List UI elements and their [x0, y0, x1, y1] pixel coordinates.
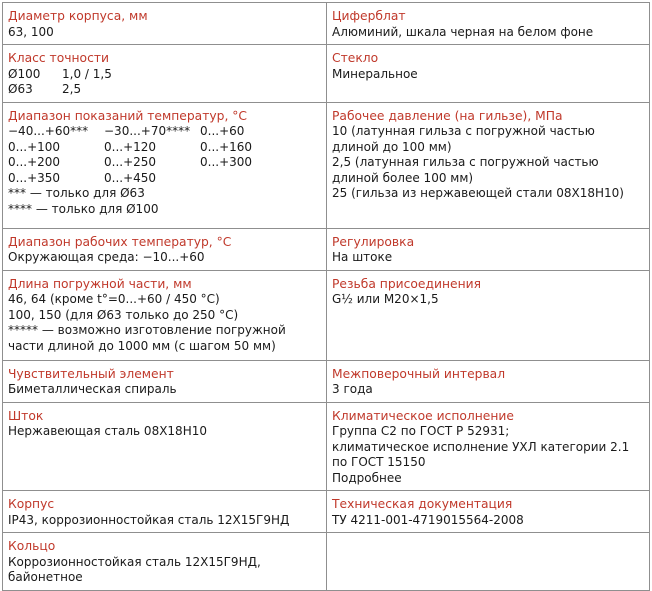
- spec-label: Длина погружной части, мм: [8, 276, 192, 291]
- spec-value: 100, 150 (для Ø63 только до 250 °С): [8, 307, 239, 322]
- range-value: [200, 171, 310, 187]
- spec-value: Коррозионностойкая сталь 12Х15Г9НД, байонетное: [8, 554, 261, 584]
- range-value: 0...+450: [104, 170, 157, 185]
- accuracy-list: [8, 67, 321, 98]
- spec-cell-dial: [327, 3, 650, 45]
- spec-value: ТУ 4211-001-4719015564-2008: [332, 512, 524, 527]
- range-value: 0...+350: [8, 170, 61, 185]
- spec-value: климатическое исполнение УХЛ категории 2.1 по ГОСТ 15150: [332, 439, 630, 469]
- spec-value: Окружающая среда: −10...+60: [8, 250, 205, 264]
- spec-value: IP43, коррозионностойкая сталь 12Х15Г9НД: [8, 512, 290, 527]
- spec-label: Диапазон рабочих температур, °С: [8, 234, 232, 249]
- spec-cell-empty: [327, 533, 650, 591]
- accuracy-size: Ø63: [8, 82, 33, 96]
- spec-label: Шток: [8, 408, 44, 423]
- spec-label: Диаметр корпуса, мм: [8, 9, 148, 23]
- spec-label: Резьба присоединения: [332, 276, 482, 291]
- spec-cell-thread: [327, 270, 650, 360]
- spec-value: Биметаллическая спираль: [8, 382, 177, 396]
- range-value: 0...+120: [104, 139, 157, 154]
- spec-label: Корпус: [8, 497, 55, 511]
- spec-cell-climatic: [327, 402, 650, 491]
- range-value: 0...+300: [200, 155, 253, 169]
- accuracy-size: Ø100: [8, 66, 41, 81]
- spec-value: Минеральное: [332, 66, 418, 81]
- spec-row: [3, 45, 650, 103]
- spec-value: 25 (гильза из нержавеющей стали 08Х18Н10): [332, 186, 624, 200]
- spec-row: [3, 228, 650, 270]
- spec-label: Техническая документация: [332, 497, 513, 511]
- spec-label: Класс точности: [8, 51, 109, 65]
- spec-cell-display-range: [3, 102, 327, 228]
- spec-cell-stem: [3, 402, 327, 491]
- spec-cell-ring: [3, 533, 327, 591]
- spec-value: Группа С2 по ГОСТ Р 52931;: [332, 424, 510, 438]
- range-value: 0...+160: [200, 139, 253, 154]
- spec-row: [3, 402, 650, 491]
- specifications-table: [2, 2, 650, 591]
- spec-value: 10 (латунная гильза с погружной частью длиной до 100 мм): [332, 124, 595, 154]
- spec-label: Чувствительный элемент: [8, 366, 174, 381]
- spec-value: 2,5 (латунная гильза с погружной частью длиной более 100 мм): [332, 155, 599, 185]
- spec-label: Регулировка: [332, 234, 415, 249]
- spec-label: Межповерочный интервал: [332, 366, 506, 381]
- spec-row: [3, 491, 650, 533]
- spec-cell-tech-docs: [327, 491, 650, 533]
- spec-value: 63, 100: [8, 24, 54, 39]
- range-value: 0...+200: [8, 155, 61, 169]
- spec-value: Нержавеющая сталь 08Х18Н10: [8, 424, 207, 438]
- range-note: *** — только для Ø63: [8, 186, 145, 200]
- spec-value: G½ или М20×1,5: [332, 292, 439, 306]
- range-value: 0...+60: [200, 124, 245, 138]
- spec-label: Диапазон показаний температур, °С: [8, 108, 248, 123]
- spec-label: Кольцо: [8, 539, 56, 553]
- range-value: −40...+60***: [8, 124, 89, 138]
- spec-value: 46, 64 (кроме t°=0...+60 / 450 °С): [8, 292, 220, 306]
- spec-row: [3, 360, 650, 402]
- spec-row: [3, 270, 650, 360]
- spec-cell-case-diameter: [3, 3, 327, 45]
- spec-value: На штоке: [332, 250, 393, 264]
- spec-cell-accuracy-class: [3, 45, 327, 103]
- range-value: 0...+250: [104, 155, 157, 169]
- accuracy-value: 1,0 / 1,5: [62, 66, 112, 81]
- spec-cell-glass: [327, 45, 650, 103]
- range-grid: [8, 124, 321, 186]
- range-value: −30...+70****: [104, 124, 191, 138]
- spec-cell-adjustment: [327, 228, 650, 270]
- range-note: **** — только для Ø100: [8, 201, 159, 216]
- range-value: 0...+100: [8, 139, 61, 154]
- spec-cell-housing: [3, 491, 327, 533]
- spec-label: Климатическое исполнение: [332, 408, 514, 423]
- spec-label: Циферблат: [332, 9, 406, 23]
- spec-value: Алюминий, шкала черная на белом фоне: [332, 24, 594, 39]
- spec-cell-working-temp: [3, 228, 327, 270]
- spec-cell-immersion-length: [3, 270, 327, 360]
- spec-cell-sensing-element: [3, 360, 327, 402]
- spec-cell-calibration-interval: [327, 360, 650, 402]
- more-link[interactable]: Подробнее: [332, 470, 402, 485]
- spec-label: Рабочее давление (на гильзе), МПа: [332, 108, 563, 123]
- spec-row: [3, 102, 650, 228]
- accuracy-value: 2,5: [62, 82, 82, 96]
- spec-row: [3, 533, 650, 591]
- spec-label: Стекло: [332, 51, 379, 65]
- spec-cell-working-pressure: [327, 102, 650, 228]
- spec-value: ***** — возможно изготовление погружной части длиной до 1000 мм (с шагом 50 мм): [8, 323, 286, 353]
- spec-value: 3 года: [332, 382, 373, 396]
- spec-row: [3, 3, 650, 45]
